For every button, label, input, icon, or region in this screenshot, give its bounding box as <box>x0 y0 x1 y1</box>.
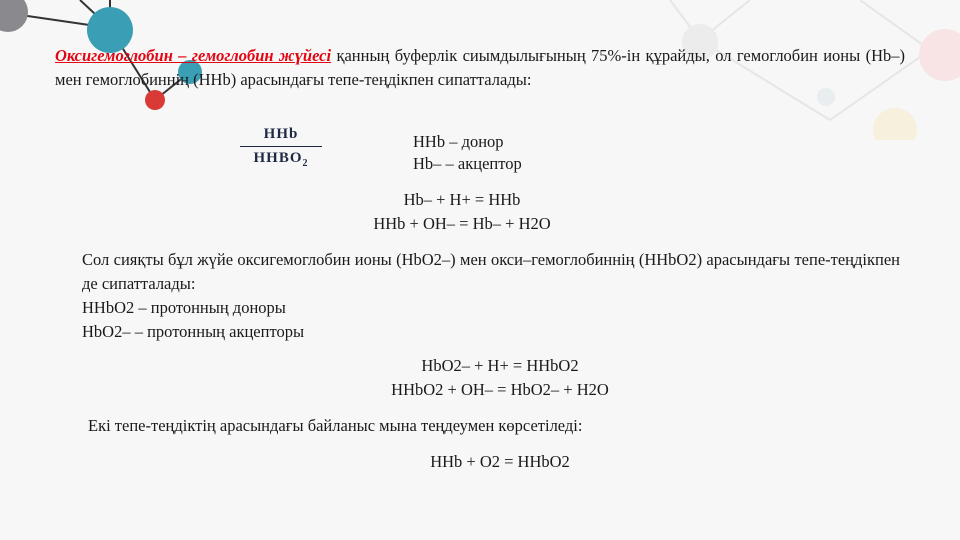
fraction-denominator: HHBO <box>253 150 303 166</box>
role2-acceptor: HbO2– – протонның акцепторы <box>82 322 305 341</box>
role-donor: HHb – донор <box>413 132 504 151</box>
fraction-denominator-sub: 2 <box>302 158 309 169</box>
equation: HHb + OH– = Hb– + H2O <box>373 214 551 233</box>
role2-donor: HHbO2 – протонның доноры <box>82 298 286 317</box>
fraction-numerator: HHb <box>263 126 299 142</box>
intro-paragraph <box>55 44 905 92</box>
link-text: Екі тепе-теңдіктің арасындағы байланыс мына теңдеумен көрсетіледі: <box>88 416 583 435</box>
equation: HHbO2 + OH– = HbO2– + H2O <box>391 380 609 399</box>
roles-list <box>413 131 522 175</box>
intro-text: қанның буферлік сиымдылығының 75%-ін құрайды, ол гемоглобин ионы (Hb–) мен гемоглобиннің (HHb) арасындағы тепе-теңдікпен сипатталады: <box>55 46 905 89</box>
equations-1 <box>262 188 662 236</box>
equation: Hb– + H+ = HHb <box>403 190 521 209</box>
paragraph-2 <box>82 248 900 344</box>
equations-2 <box>300 354 700 402</box>
final-equation: HHb + O2 = HHbO2 <box>430 452 570 471</box>
intro-highlight: Оксигемоглобин – гемоглобин жүйесі <box>55 46 332 65</box>
paragraph-2-text: Сол сияқты бұл жүйе оксигемоглобин ионы (HbO2–) мен окси–гемоглобиннің (HHbO2) арасындағы тепе-теңдікпен де сипатталады: <box>82 250 900 293</box>
hhb-fraction <box>240 126 322 169</box>
role-acceptor: Hb– – акцептор <box>413 154 522 173</box>
equation: HbO2– + H+ = HHbO2 <box>421 356 579 375</box>
fraction-bar <box>240 146 322 147</box>
